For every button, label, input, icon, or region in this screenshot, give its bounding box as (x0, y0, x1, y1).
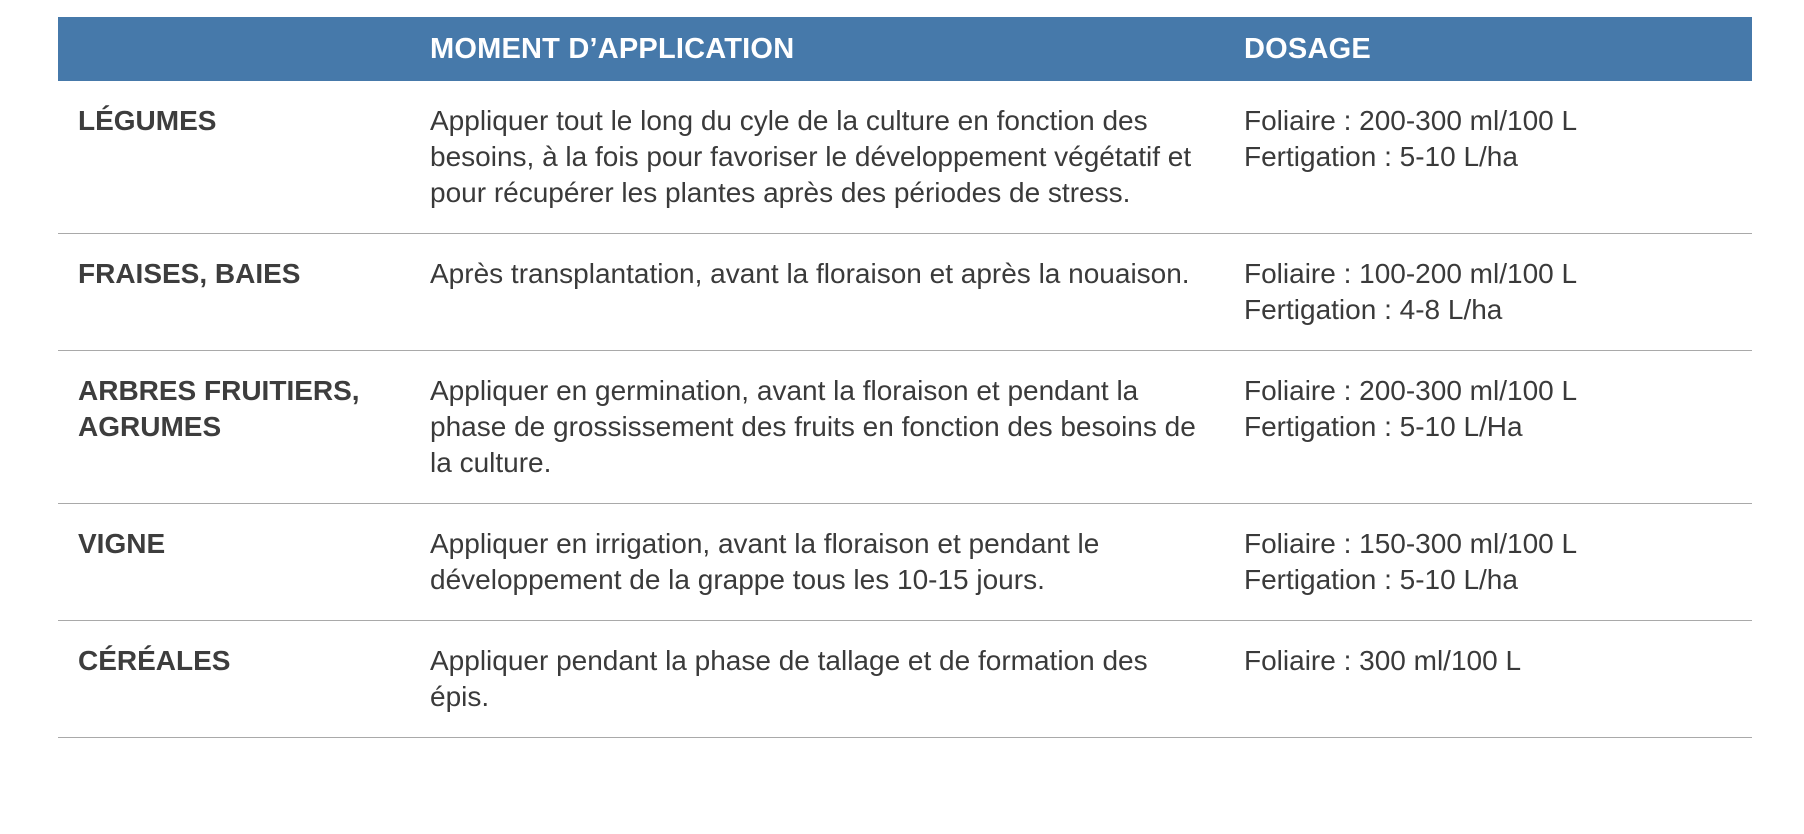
moment-cell: Appliquer en irrigation, avant la floraison et pendant le développement de la grappe tous les 10-15 jours. (410, 504, 1224, 621)
dosage-cell (1224, 81, 1752, 234)
dosage-foliar: Foliaire : 200-300 ml/100 L (1244, 105, 1578, 136)
header-moment: MOMENT D’APPLICATION (410, 17, 1224, 81)
table-row (58, 351, 1752, 504)
dosage-fertigation: Fertigation : 5-10 L/ha (1244, 564, 1518, 595)
crop-cell: CÉRÉALES (58, 621, 410, 738)
crop-cell: LÉGUMES (58, 81, 410, 234)
moment-cell: Appliquer pendant la phase de tallage et de formation des épis. (410, 621, 1224, 738)
header-dosage: DOSAGE (1224, 17, 1752, 81)
moment-cell: Appliquer tout le long du cyle de la culture en fonction des besoins, à la fois pour favoriser le développement végétatif et pour récupérer les plantes après des périodes de stress. (410, 81, 1224, 234)
table-row (58, 234, 1752, 351)
crop-cell: ARBRES FRUITIERS, AGRUMES (58, 351, 410, 504)
dosage-fertigation: Fertigation : 5-10 L/Ha (1244, 411, 1523, 442)
dosage-foliar: Foliaire : 100-200 ml/100 L (1244, 258, 1578, 289)
dosage-foliar: Foliaire : 150-300 ml/100 L (1244, 528, 1578, 559)
table-body (58, 81, 1752, 738)
dosage-foliar: Foliaire : 300 ml/100 L (1244, 645, 1522, 676)
dosage-cell (1224, 234, 1752, 351)
dosage-cell (1224, 621, 1752, 738)
application-table (58, 17, 1752, 738)
application-table-container (58, 17, 1752, 738)
dosage-foliar: Foliaire : 200-300 ml/100 L (1244, 375, 1578, 406)
crop-cell: FRAISES, BAIES (58, 234, 410, 351)
header-crop (58, 17, 410, 81)
table-row (58, 621, 1752, 738)
moment-cell: Après transplantation, avant la floraison et après la nouaison. (410, 234, 1224, 351)
dosage-cell (1224, 504, 1752, 621)
table-header (58, 17, 1752, 81)
dosage-fertigation: Fertigation : 5-10 L/ha (1244, 141, 1518, 172)
moment-cell: Appliquer en germination, avant la floraison et pendant la phase de grossissement des fruits en fonction des besoins de la culture. (410, 351, 1224, 504)
table-row (58, 81, 1752, 234)
header-row (58, 17, 1752, 81)
crop-cell: VIGNE (58, 504, 410, 621)
table-row (58, 504, 1752, 621)
dosage-fertigation: Fertigation : 4-8 L/ha (1244, 294, 1503, 325)
dosage-cell (1224, 351, 1752, 504)
